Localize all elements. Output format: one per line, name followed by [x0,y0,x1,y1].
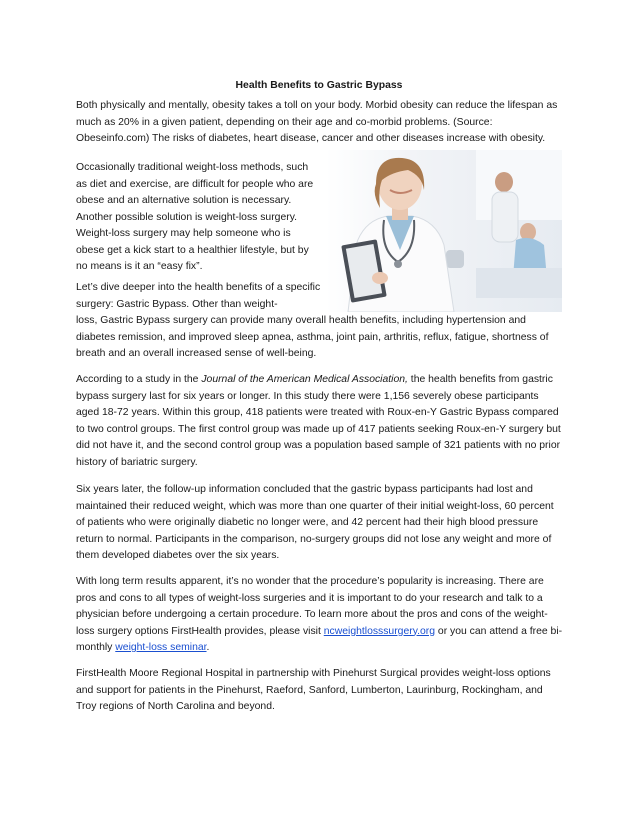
pros-cons-text: With long term results apparent, it’s no wonder that the procedure’s popularity is increasing. There are pros and cons to all types of weight-loss surgeries and it is important to do your research and talk to a physician before undergoing a certain procedure. To learn more about the pros and cons of the weight-loss surgery options FirstHealth provides, please visit [76,576,548,637]
study-body-text: the health benefits from gastric bypass surgery last for six years or longer. In this study there were 1,156 severely obese participants aged 18-72 years. Within this group, 418 patients were treated with Roux-en-Y Gastric Bypass compared to two control groups. The first control group was made up of 417 patients seeking Roux-en-Y surgery but did not have it, and the second control group was a population based sample of 321 patients with no prior history of bariatric surgery. [76,374,561,468]
journal-name: Journal of the American Medical Association, [201,374,408,385]
paragraph-study [76,372,564,471]
paragraph-dive-deeper-start: Let’s dive deeper into the health benefits of a specific surgery: Gastric Bypass. Other than weight- [76,282,321,310]
paragraph-dive-deeper-rest: loss, Gastric Bypass surgery can provide many overall health benefits, including hypertension and diabetes remission, and improved sleep apnea, asthma, joint pain, arthritis, reflux, fatigue, shortness of breath and an overall increased sense of well-being. [76,315,549,359]
study-intro-text: According to a study in the [76,374,202,385]
pros-cons-end: . [206,642,210,653]
paragraph-firsthealth: FirstHealth Moore Regional Hospital in partnership with Pinehurst Surgical provides weight-loss options and support for patients in the Pinehurst, Raeford, Sanford, Lumberton, Laurinburg, Rockingham, and Troy regions of North Carolina and beyond. [76,668,551,712]
paragraph-alternative-solution: Occasionally traditional weight-loss methods, such as diet and exercise, are difficult for people who are obese and an alternative solution is necessary. Another possible solution is weight-loss surgery. Weight-loss surgery may help someone who is obese get a kick start to a healthier lifestyle, but by no means is it an “easy fix”. [76,162,314,272]
paragraph-pros-cons [76,574,564,657]
document-title: Health Benefits to Gastric Bypass [235,80,403,91]
paragraph-intro: Both physically and mentally, obesity takes a toll on your body. Morbid obesity can reduce the lifespan as much as 20% in a given patient, depending on their age and co-morbid problems. (Source: Obeseinfo.com) The risks of diabetes, heart disease, cancer and other diseases increase with obesity. [76,100,558,144]
paragraph-follow-up: Six years later, the follow-up information concluded that the gastric bypass participants had lost and maintained their reduced weight, which was more than one quarter of their initial weight-loss, 60 percent of patients who were originally diabetic no longer were, and 42 percent had their high blood pressure return to normal. Participants in the comparison, no-surgery groups did not lose any weight and more of them developed diabetes over the six years. [76,484,554,561]
doctor-photo [326,150,562,312]
ncweightlosssurgery-link[interactable]: ncweightlosssurgery.org [323,625,436,637]
weight-loss-seminar-link[interactable]: weight-loss seminar [115,642,207,653]
pros-cons-mid-text: or you can attend a free bi-monthly [76,625,563,653]
